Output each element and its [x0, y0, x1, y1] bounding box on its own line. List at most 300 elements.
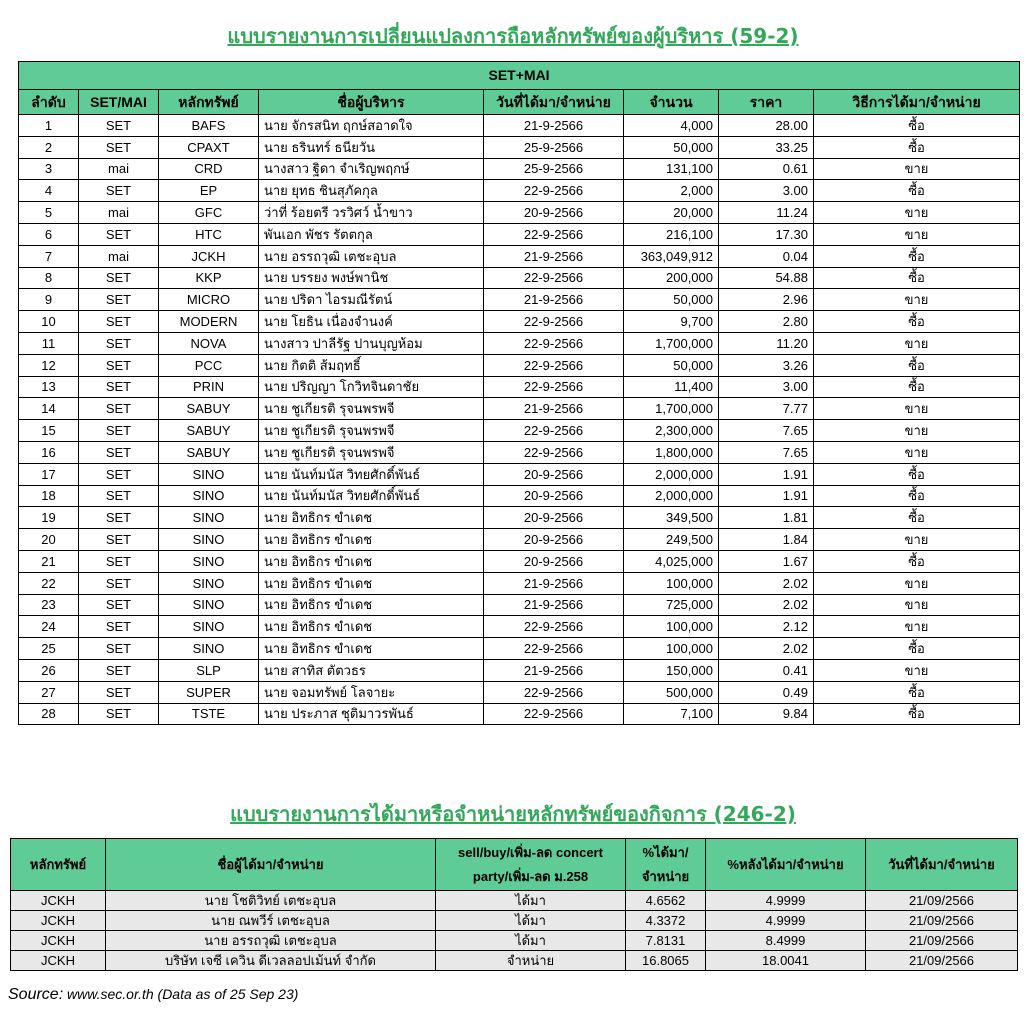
method-cell: ซื้อ: [814, 507, 1020, 529]
volume-cell: 1,800,000: [624, 441, 719, 463]
seq-cell: 14: [19, 398, 79, 420]
market-cell: mai: [79, 202, 159, 224]
transaction-type-line1: sell/buy/เพิ่ม-ลด concert: [458, 844, 603, 860]
executive-name-cell: นาย สาทิส ตัตวธร: [259, 659, 484, 681]
security-cell: GFC: [159, 202, 259, 224]
acquirer-name-cell: นาย ณพวีร์ เตชะอุบล: [106, 911, 436, 931]
method-cell: ซื้อ: [814, 681, 1020, 703]
pct-after-cell: 18.0041: [706, 951, 866, 971]
volume-cell: 100,000: [624, 572, 719, 594]
security-cell: SABUY: [159, 420, 259, 442]
table-row: [19, 638, 1020, 660]
security-cell: SABUY: [159, 441, 259, 463]
seq-cell: 7: [19, 245, 79, 267]
company-acquisition-table: [10, 838, 1018, 971]
pct-after-cell: 8.4999: [706, 931, 866, 951]
market-cell: SET: [79, 332, 159, 354]
pct-line2: จำหน่าย: [641, 868, 690, 884]
seq-cell: 9: [19, 289, 79, 311]
seq-cell: 20: [19, 529, 79, 551]
price-cell: 17.30: [719, 223, 814, 245]
col-header-market: SET/MAI: [79, 90, 159, 115]
price-cell: 0.49: [719, 681, 814, 703]
pct-line1: %ได้มา/: [642, 844, 689, 860]
security-cell: BAFS: [159, 115, 259, 137]
market-cell: SET: [79, 223, 159, 245]
table-row: [19, 463, 1020, 485]
table-row: [19, 659, 1020, 681]
seq-cell: 18: [19, 485, 79, 507]
volume-cell: 50,000: [624, 136, 719, 158]
seq-cell: 28: [19, 703, 79, 725]
method-cell: ขาย: [814, 572, 1020, 594]
pct-after-cell: 4.9999: [706, 911, 866, 931]
market-cell: mai: [79, 245, 159, 267]
security-cell: CRD: [159, 158, 259, 180]
volume-cell: 100,000: [624, 638, 719, 660]
table-row: [19, 398, 1020, 420]
report1-title: แบบรายงานการเปลี่ยนแปลงการถือหลักทรัพย์ของผู้บริหาร (59-2): [227, 24, 799, 48]
source-text: www.sec.or.th (Data as of 25 Sep 23): [63, 986, 299, 1002]
security-cell: JCKH: [11, 891, 106, 911]
table-row: [19, 267, 1020, 289]
table-row: [19, 115, 1020, 137]
transaction-type-line2: party/เพิ่ม-ลด ม.258: [472, 868, 589, 884]
security-cell: NOVA: [159, 332, 259, 354]
price-cell: 2.02: [719, 594, 814, 616]
method-cell: ซื้อ: [814, 376, 1020, 398]
volume-cell: 4,025,000: [624, 550, 719, 572]
date-cell: 22-9-2566: [484, 180, 624, 202]
date-cell: 20-9-2566: [484, 507, 624, 529]
security-cell: JCKH: [11, 951, 106, 971]
method-cell: ซื้อ: [814, 245, 1020, 267]
market-cell: SET: [79, 659, 159, 681]
date-cell: 21-9-2566: [484, 659, 624, 681]
security-cell: SINO: [159, 550, 259, 572]
acquirer-name-cell: บริษัท เจซี เควิน ดีเวลลอปเม้นท์ จำกัด: [106, 951, 436, 971]
security-cell: JCKH: [11, 931, 106, 951]
security-cell: TSTE: [159, 703, 259, 725]
executive-name-cell: นาย อิทธิกร ขำเดช: [259, 529, 484, 551]
pct-after-cell: 4.9999: [706, 891, 866, 911]
table-row: [19, 202, 1020, 224]
price-cell: 7.65: [719, 420, 814, 442]
date-cell: 20-9-2566: [484, 202, 624, 224]
seq-cell: 25: [19, 638, 79, 660]
col-header-volume: จำนวน: [624, 90, 719, 115]
volume-cell: 11,400: [624, 376, 719, 398]
seq-cell: 22: [19, 572, 79, 594]
seq-cell: 27: [19, 681, 79, 703]
date-cell: 22-9-2566: [484, 681, 624, 703]
table-row: [19, 572, 1020, 594]
seq-cell: 1: [19, 115, 79, 137]
table-row: [11, 931, 1018, 951]
executive-name-cell: ว่าที่ ร้อยตรี วรวิศว์ น้ำขาว: [259, 202, 484, 224]
security-cell: JCKH: [11, 911, 106, 931]
col-header-executive: ชื่อผู้บริหาร: [259, 90, 484, 115]
executive-name-cell: นาย ประภาส ชุติมาวรพันธ์: [259, 703, 484, 725]
security-cell: SINO: [159, 529, 259, 551]
market-cell: SET: [79, 550, 159, 572]
date-cell: 21/09/2566: [866, 911, 1018, 931]
price-cell: 54.88: [719, 267, 814, 289]
transaction-type-cell: ได้มา: [436, 891, 626, 911]
date-cell: 22-9-2566: [484, 703, 624, 725]
table-row: [11, 911, 1018, 931]
executive-name-cell: นาย อิทธิกร ขำเดช: [259, 507, 484, 529]
market-cell: SET: [79, 485, 159, 507]
date-cell: 25-9-2566: [484, 136, 624, 158]
volume-cell: 725,000: [624, 594, 719, 616]
price-cell: 0.61: [719, 158, 814, 180]
price-cell: 1.67: [719, 550, 814, 572]
method-cell: ขาย: [814, 441, 1020, 463]
method-cell: ขาย: [814, 289, 1020, 311]
seq-cell: 21: [19, 550, 79, 572]
price-cell: 2.12: [719, 616, 814, 638]
col-header-date: วันที่ได้มา/จำหน่าย: [866, 839, 1018, 891]
col-header-acquirer: ชื่อผู้ได้มา/จำหน่าย: [106, 839, 436, 891]
security-cell: HTC: [159, 223, 259, 245]
table-row: [19, 245, 1020, 267]
price-cell: 1.81: [719, 507, 814, 529]
date-cell: 21-9-2566: [484, 398, 624, 420]
table-row: [19, 311, 1020, 333]
seq-cell: 10: [19, 311, 79, 333]
market-cell: SET: [79, 311, 159, 333]
security-cell: MODERN: [159, 311, 259, 333]
price-cell: 1.91: [719, 485, 814, 507]
executive-name-cell: นาย ยุทธ ชินสุภัคกุล: [259, 180, 484, 202]
volume-cell: 2,000,000: [624, 463, 719, 485]
executive-name-cell: นาย จอมทรัพย์ โลจายะ: [259, 681, 484, 703]
date-cell: 25-9-2566: [484, 158, 624, 180]
price-cell: 3.00: [719, 180, 814, 202]
report2-title: แบบรายงานการได้มาหรือจำหน่ายหลักทรัพย์ของกิจการ (246-2): [230, 802, 796, 826]
seq-cell: 19: [19, 507, 79, 529]
method-cell: ซื้อ: [814, 485, 1020, 507]
col-header-seq: ลำดับ: [19, 90, 79, 115]
executive-name-cell: นางสาว ฐิดา จำเริญพฤกษ์: [259, 158, 484, 180]
date-cell: 21-9-2566: [484, 594, 624, 616]
volume-cell: 216,100: [624, 223, 719, 245]
date-cell: 22-9-2566: [484, 311, 624, 333]
price-cell: 3.26: [719, 354, 814, 376]
price-cell: 2.02: [719, 638, 814, 660]
market-cell: SET: [79, 616, 159, 638]
seq-cell: 3: [19, 158, 79, 180]
market-cell: SET: [79, 703, 159, 725]
market-cell: SET: [79, 420, 159, 442]
seq-cell: 4: [19, 180, 79, 202]
price-cell: 0.41: [719, 659, 814, 681]
executive-name-cell: นาย ชูเกียรติ รุจนพรพจี: [259, 398, 484, 420]
price-cell: 11.24: [719, 202, 814, 224]
date-cell: 21-9-2566: [484, 289, 624, 311]
executive-name-cell: นาย ชูเกียรติ รุจนพรพจี: [259, 420, 484, 442]
table-row: [11, 891, 1018, 911]
executive-trades-table: [18, 61, 1020, 725]
price-cell: 28.00: [719, 115, 814, 137]
security-cell: SINO: [159, 507, 259, 529]
source-note: [8, 986, 298, 1004]
volume-cell: 131,100: [624, 158, 719, 180]
table-row: [11, 951, 1018, 971]
table-row: [19, 136, 1020, 158]
transaction-type-cell: ได้มา: [436, 931, 626, 951]
table-row: [19, 703, 1020, 725]
price-cell: 0.04: [719, 245, 814, 267]
volume-cell: 1,700,000: [624, 398, 719, 420]
price-cell: 1.91: [719, 463, 814, 485]
executive-name-cell: นาย จักรสนิท ฤกษ์สอาดใจ: [259, 115, 484, 137]
executive-name-cell: นาย ปริญญา โกวิทจินดาชัย: [259, 376, 484, 398]
security-cell: SINO: [159, 572, 259, 594]
executive-name-cell: นาย อิทธิกร ขำเดช: [259, 638, 484, 660]
price-cell: 1.84: [719, 529, 814, 551]
executive-name-cell: นาย อิทธิกร ขำเดช: [259, 616, 484, 638]
transaction-type-cell: ได้มา: [436, 911, 626, 931]
table-row: [19, 223, 1020, 245]
price-cell: 7.65: [719, 441, 814, 463]
col-header-pct-after: %หลังได้มา/จำหน่าย: [706, 839, 866, 891]
table-row: [19, 681, 1020, 703]
price-cell: 7.77: [719, 398, 814, 420]
market-cell: SET: [79, 267, 159, 289]
seq-cell: 6: [19, 223, 79, 245]
table-row: [19, 616, 1020, 638]
col-header-pct: [626, 839, 706, 891]
volume-cell: 150,000: [624, 659, 719, 681]
col-header-security: หลักทรัพย์: [159, 90, 259, 115]
volume-cell: 363,049,912: [624, 245, 719, 267]
seq-cell: 2: [19, 136, 79, 158]
seq-cell: 15: [19, 420, 79, 442]
executive-name-cell: นาย อิทธิกร ขำเดช: [259, 550, 484, 572]
market-cell: SET: [79, 529, 159, 551]
market-cell: SET: [79, 354, 159, 376]
market-cell: SET: [79, 441, 159, 463]
table-row: [19, 550, 1020, 572]
date-cell: 22-9-2566: [484, 354, 624, 376]
method-cell: ซื้อ: [814, 703, 1020, 725]
seq-cell: 13: [19, 376, 79, 398]
executive-name-cell: นาย นันท์มนัส วิทยศักดิ์พันธ์: [259, 463, 484, 485]
method-cell: ขาย: [814, 529, 1020, 551]
table-row: [19, 529, 1020, 551]
seq-cell: 5: [19, 202, 79, 224]
security-cell: EP: [159, 180, 259, 202]
price-cell: 11.20: [719, 332, 814, 354]
volume-cell: 50,000: [624, 289, 719, 311]
market-cell: mai: [79, 158, 159, 180]
executive-name-cell: นาย อรรถวุฒิ เตชะอุบล: [259, 245, 484, 267]
market-cell: SET: [79, 180, 159, 202]
security-cell: SINO: [159, 485, 259, 507]
acquirer-name-cell: นาย โชติวิทย์ เตชะอุบล: [106, 891, 436, 911]
security-cell: KKP: [159, 267, 259, 289]
volume-cell: 9,700: [624, 311, 719, 333]
seq-cell: 11: [19, 332, 79, 354]
volume-cell: 50,000: [624, 354, 719, 376]
col-header-transaction-type: [436, 839, 626, 891]
volume-cell: 20,000: [624, 202, 719, 224]
security-cell: CPAXT: [159, 136, 259, 158]
date-cell: 22-9-2566: [484, 441, 624, 463]
method-cell: ซื้อ: [814, 180, 1020, 202]
executive-name-cell: นาย นันท์มนัส วิทยศักดิ์พันธ์: [259, 485, 484, 507]
volume-cell: 1,700,000: [624, 332, 719, 354]
method-cell: ขาย: [814, 420, 1020, 442]
transaction-type-cell: จำหน่าย: [436, 951, 626, 971]
seq-cell: 26: [19, 659, 79, 681]
seq-cell: 24: [19, 616, 79, 638]
market-cell: SET: [79, 376, 159, 398]
date-cell: 22-9-2566: [484, 223, 624, 245]
volume-cell: 100,000: [624, 616, 719, 638]
date-cell: 22-9-2566: [484, 420, 624, 442]
market-cell: SET: [79, 398, 159, 420]
executive-name-cell: พันเอก พัชร รัตตกุล: [259, 223, 484, 245]
executive-name-cell: นาย อิทธิกร ขำเดช: [259, 572, 484, 594]
pct-cell: 4.3372: [626, 911, 706, 931]
method-cell: ขาย: [814, 594, 1020, 616]
security-cell: SINO: [159, 594, 259, 616]
col-header-method: วิธีการได้มา/จำหน่าย: [814, 90, 1020, 115]
method-cell: ขาย: [814, 616, 1020, 638]
method-cell: ขาย: [814, 202, 1020, 224]
security-cell: SINO: [159, 463, 259, 485]
volume-cell: 349,500: [624, 507, 719, 529]
date-cell: 21-9-2566: [484, 572, 624, 594]
security-cell: PRIN: [159, 376, 259, 398]
date-cell: 22-9-2566: [484, 267, 624, 289]
seq-cell: 8: [19, 267, 79, 289]
pct-cell: 4.6562: [626, 891, 706, 911]
table-row: [19, 376, 1020, 398]
date-cell: 20-9-2566: [484, 485, 624, 507]
method-cell: ซื้อ: [814, 115, 1020, 137]
executive-name-cell: นาย บรรยง พงษ์พานิช: [259, 267, 484, 289]
table-row: [19, 441, 1020, 463]
table-row: [19, 332, 1020, 354]
seq-cell: 16: [19, 441, 79, 463]
date-cell: 22-9-2566: [484, 638, 624, 660]
date-cell: 20-9-2566: [484, 550, 624, 572]
table-row: [19, 180, 1020, 202]
executive-name-cell: นาย ปริดา ไอรมณีรัตน์: [259, 289, 484, 311]
executive-name-cell: นางสาว ปาลีรัฐ ปานบุญห้อม: [259, 332, 484, 354]
executive-name-cell: นาย โยธิน เนื่องจำนงค์: [259, 311, 484, 333]
volume-cell: 4,000: [624, 115, 719, 137]
security-cell: SUPER: [159, 681, 259, 703]
method-cell: ขาย: [814, 659, 1020, 681]
table-row: [19, 420, 1020, 442]
col-header-date: วันที่ได้มา/จำหน่าย: [484, 90, 624, 115]
table-row: [19, 289, 1020, 311]
security-cell: SABUY: [159, 398, 259, 420]
date-cell: 22-9-2566: [484, 376, 624, 398]
col-header-price: ราคา: [719, 90, 814, 115]
date-cell: 22-9-2566: [484, 616, 624, 638]
seq-cell: 23: [19, 594, 79, 616]
market-cell: SET: [79, 463, 159, 485]
security-cell: SLP: [159, 659, 259, 681]
price-cell: 33.25: [719, 136, 814, 158]
date-cell: 21-9-2566: [484, 245, 624, 267]
volume-cell: 249,500: [624, 529, 719, 551]
source-label: Source:: [8, 986, 64, 1003]
market-cell: SET: [79, 507, 159, 529]
market-cell: SET: [79, 572, 159, 594]
volume-cell: 500,000: [624, 681, 719, 703]
market-cell: SET: [79, 115, 159, 137]
method-cell: ซื้อ: [814, 267, 1020, 289]
market-cell: SET: [79, 681, 159, 703]
method-cell: ขาย: [814, 158, 1020, 180]
market-cell: SET: [79, 594, 159, 616]
security-cell: PCC: [159, 354, 259, 376]
security-cell: SINO: [159, 616, 259, 638]
executive-name-cell: นาย ธรินทร์ ธนียวัน: [259, 136, 484, 158]
market-cell: SET: [79, 289, 159, 311]
price-cell: 2.80: [719, 311, 814, 333]
executive-name-cell: นาย กิตติ ส้มฤทธิ์: [259, 354, 484, 376]
pct-cell: 16.8065: [626, 951, 706, 971]
executive-name-cell: นาย ชูเกียรติ รุจนพรพจี: [259, 441, 484, 463]
col-header-security: หลักทรัพย์: [11, 839, 106, 891]
volume-cell: 2,300,000: [624, 420, 719, 442]
price-cell: 2.02: [719, 572, 814, 594]
seq-cell: 12: [19, 354, 79, 376]
table-row: [19, 354, 1020, 376]
market-group-header: SET+MAI: [19, 62, 1020, 90]
date-cell: 21/09/2566: [866, 951, 1018, 971]
date-cell: 20-9-2566: [484, 529, 624, 551]
date-cell: 21-9-2566: [484, 115, 624, 137]
method-cell: ขาย: [814, 223, 1020, 245]
method-cell: ซื้อ: [814, 463, 1020, 485]
executive-name-cell: นาย อิทธิกร ขำเดช: [259, 594, 484, 616]
method-cell: ซื้อ: [814, 311, 1020, 333]
date-cell: 21/09/2566: [866, 891, 1018, 911]
volume-cell: 2,000,000: [624, 485, 719, 507]
method-cell: ขาย: [814, 398, 1020, 420]
method-cell: ซื้อ: [814, 136, 1020, 158]
date-cell: 22-9-2566: [484, 332, 624, 354]
market-cell: SET: [79, 638, 159, 660]
price-cell: 2.96: [719, 289, 814, 311]
method-cell: ขาย: [814, 332, 1020, 354]
price-cell: 3.00: [719, 376, 814, 398]
market-cell: SET: [79, 136, 159, 158]
security-cell: JCKH: [159, 245, 259, 267]
price-cell: 9.84: [719, 703, 814, 725]
method-cell: ซื้อ: [814, 550, 1020, 572]
seq-cell: 17: [19, 463, 79, 485]
pct-cell: 7.8131: [626, 931, 706, 951]
security-cell: MICRO: [159, 289, 259, 311]
table-row: [19, 507, 1020, 529]
acquirer-name-cell: นาย อรรถวุฒิ เตชะอุบล: [106, 931, 436, 951]
date-cell: 21/09/2566: [866, 931, 1018, 951]
table-row: [19, 485, 1020, 507]
method-cell: ซื้อ: [814, 638, 1020, 660]
security-cell: SINO: [159, 638, 259, 660]
table-row: [19, 594, 1020, 616]
